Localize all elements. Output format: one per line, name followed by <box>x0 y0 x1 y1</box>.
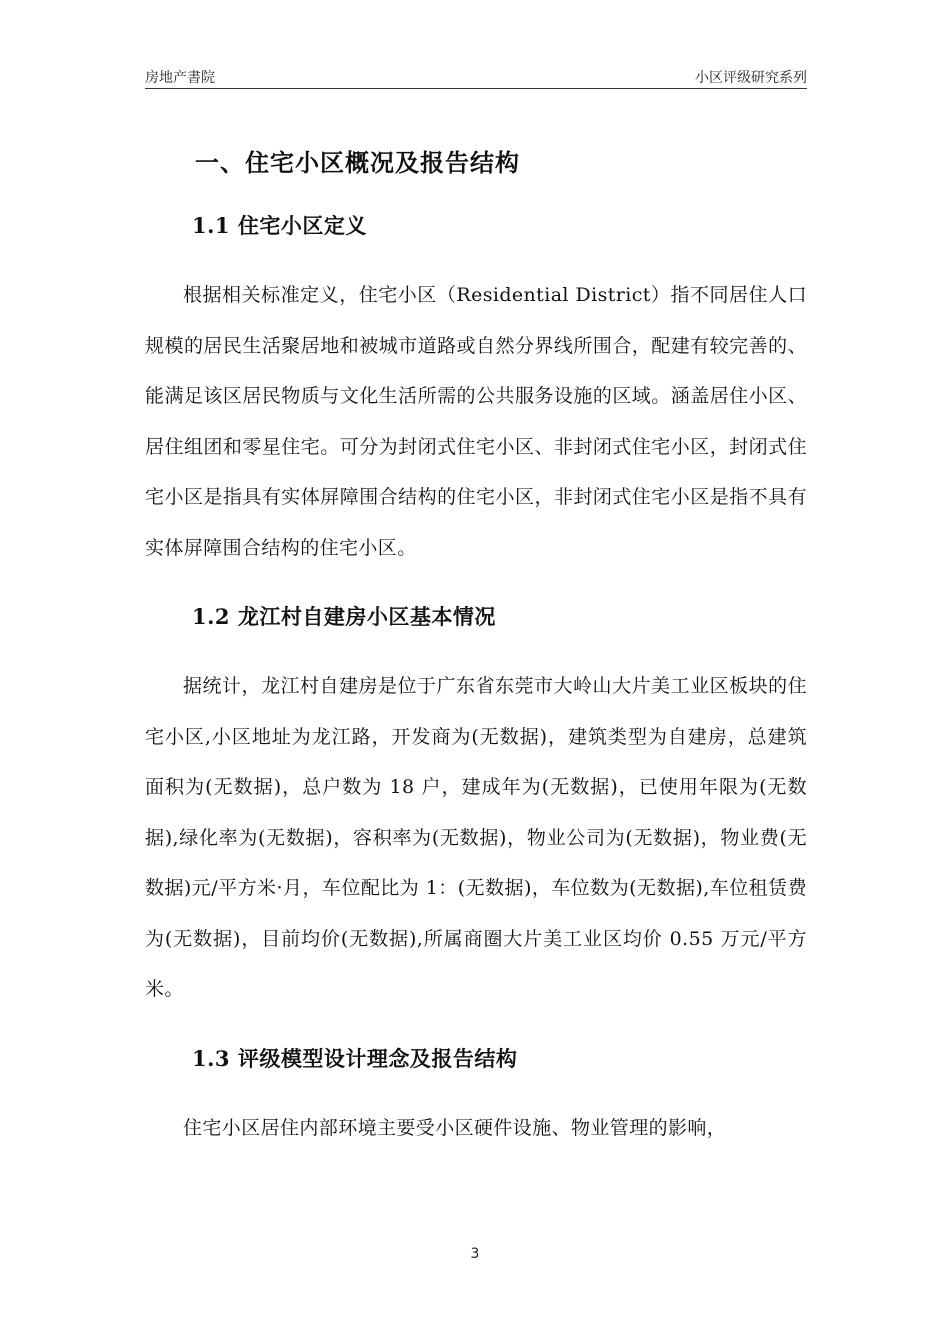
section-title: 一、住宅小区概况及报告结构 <box>195 148 520 177</box>
header-right-title: 小区评级研究系列 <box>695 70 807 86</box>
paragraph-definition: 根据相关标准定义，住宅小区（Residential District）指不同居住人口规模的居民生活聚居地和被城市道路或自然分界线所围合，配建有较完善的、能满足该区居民物质与文化生活所需的公共服务设施的区域。涵盖居住小区、居住组团和零星住宅。可分为封闭式住宅小区、非封闭式住宅小区，封闭式住宅小区是指具有实体屏障围合结构的住宅小区，非封闭式住宅小区是指不具有实体屏障围合结构的住宅小区。 <box>145 284 807 559</box>
page-header <box>145 64 807 88</box>
document-body <box>145 140 807 1153</box>
subsection-heading-1-1: 1.1 住宅小区定义 <box>192 213 367 238</box>
subsection-heading-1-3: 1.3 评级模型设计理念及报告结构 <box>192 1045 518 1071</box>
page-number: 3 <box>470 1246 480 1262</box>
header-divider <box>145 88 807 89</box>
subsection-heading-1-2: 1.2 龙江村自建房小区基本情况 <box>192 604 496 629</box>
header-left-title: 房地产書院 <box>145 70 215 86</box>
paragraph-model-design: 住宅小区居住内部环境主要受小区硬件设施、物业管理的影响， <box>183 1116 727 1139</box>
paragraph-basic-info: 据统计，龙江村自建房是位于广东省东莞市大岭山大片美工业区板块的住宅小区,小区地址为龙江路，开发商为(无数据)，建筑类型为自建房，总建筑面积为(无数据)，总户数为 18 户，建成年为(无数据)，已使用年限为(无数据),绿化率为(无数据)，容积率为(无数据)，物业公司为(无数据)，物业费(无数据)元/平方米·月，车位配比为 1：(无数据)，车位数为(无数据),车位租赁费为(无数据)，目前均价(无数据),所属商圈大片美工业区均价 0.55 万元/平方米。 <box>145 675 807 1000</box>
